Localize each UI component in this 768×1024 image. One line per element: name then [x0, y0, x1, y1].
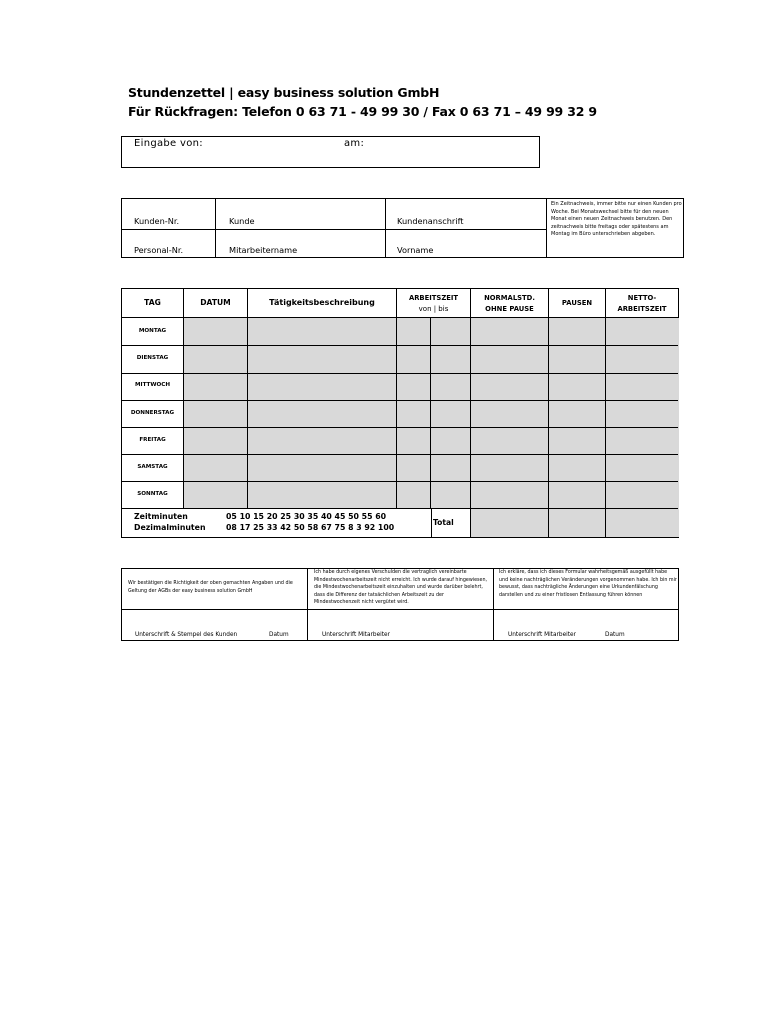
header-normal-sub: OHNE PAUSE: [485, 305, 534, 313]
sig-divider: [493, 569, 494, 640]
customer-date-label: Datum: [269, 632, 289, 638]
info-note: Ein Zeitnachweis, immer bitte nur einen Kunden pro Woche. Bei Monatswechsel bitte für den neuen Monat einen neuen Zeitnachweis benutzen. Den zeitnachweis bitte freitags oder spätestens am Montag im Büro unterschrieben abgeben.: [551, 201, 682, 238]
row-divider: [122, 373, 678, 374]
document-title: Stundenzettel | easy business solution GmbH: [128, 85, 440, 100]
col-divider: [430, 318, 431, 508]
minutes-values: 05 10 15 20 25 30 35 40 45 50 55 60: [226, 512, 387, 521]
customer-number-label: Kunden-Nr.: [134, 216, 180, 226]
to-cells: [431, 318, 471, 508]
row-divider: [122, 345, 678, 346]
declaration-text: Ich erkläre, dass ich dieses Formular wahrheitsgemäß ausgefüllt habe und keine nachträglichen Veränderungen vorgenommen habe. Ich bin mir bewusst, dass nachträgliche Änderungen eine Urkundenfälschung darstellen und zu einer fristlosen Entlassung führen können: [499, 570, 677, 598]
header-net-sub: ARBEITSZEIT: [617, 305, 667, 313]
col-divider: [605, 289, 606, 537]
day-sunday: SONNTAG: [137, 491, 168, 497]
decimal-label: Dezimalminuten: [134, 523, 206, 532]
time-table: [121, 288, 679, 538]
col-divider: [431, 508, 432, 537]
customer-signature-label: Unterschrift & Stempel des Kunden: [135, 632, 238, 638]
col-divider: [396, 289, 397, 508]
info-divider: [215, 199, 216, 257]
customer-info-box: [121, 198, 684, 258]
minutes-label: Zeitminuten: [134, 512, 188, 521]
header-activity: Tätigkeitsbeschreibung: [269, 298, 375, 307]
contact-line: Für Rückfragen: Telefon 0 63 71 - 49 99 30 / Fax 0 63 71 – 49 99 32 9: [128, 104, 597, 119]
customer-label: Kunde: [229, 216, 255, 226]
col-divider: [470, 289, 471, 537]
day-tuesday: DIENSTAG: [136, 355, 169, 361]
from-cells: [397, 318, 431, 508]
decimal-values: 08 17 25 33 42 50 58 67 75 8 3 92 100: [226, 523, 395, 532]
total-label: Total: [433, 518, 454, 527]
header-breaks: PAUSEN: [561, 299, 593, 307]
sig-divider: [307, 569, 308, 640]
min-hours-text: Ich habe durch eigenes Verschulden die vertraglich vereinbarte Mindestwochenarbeitszeit nicht erreicht. Ich wurde darauf hingewiesen, die Mindestwochenarbeitszeit einzuhalten und wurde darüber belehrt, dass die Differenz der tatsächlichen Arbeitszeit zu der Mindestwochenzeit nicht vergütet wird.: [314, 570, 488, 605]
day-friday: FREITAG: [139, 437, 166, 443]
header-net: NETTO-: [627, 294, 657, 302]
personnel-number-label: Personal-Nr.: [134, 245, 184, 255]
entry-from-label: Eingabe von:: [134, 138, 203, 149]
col-divider: [183, 289, 184, 508]
day-thursday: DONNERSTAG: [130, 410, 175, 416]
header-date: DATUM: [200, 298, 231, 307]
employee-name-label: Mitarbeitername: [229, 245, 298, 255]
employee-signature-label-right: Unterschrift Mitarbeiter: [508, 632, 576, 638]
day-saturday: SAMSTAG: [137, 464, 168, 470]
col-divider: [548, 289, 549, 537]
row-divider: [122, 317, 678, 318]
header-worktime: ARBEITSZEIT: [408, 294, 459, 302]
header-day: TAG: [144, 298, 161, 307]
day-monday: MONTAG: [138, 328, 167, 334]
row-divider: [122, 454, 678, 455]
row-divider: [122, 481, 678, 482]
activity-cells: [248, 318, 397, 508]
confirmation-text: Wir bestätigen die Richtigkeit der oben gemachten Angaben und die Geltung der AGBs der easy business solution GmbH: [128, 581, 293, 594]
employee-date-label: Datum: [605, 632, 625, 638]
row-divider: [122, 427, 678, 428]
first-name-label: Vorname: [397, 245, 434, 255]
date-cells: [184, 318, 248, 508]
entry-box: [121, 136, 540, 168]
employee-signature-label: Unterschrift Mitarbeiter: [322, 632, 390, 638]
info-divider: [546, 199, 547, 257]
customer-address-label: Kundenanschrift: [397, 216, 464, 226]
row-divider: [122, 508, 678, 509]
entry-date-label: am:: [344, 138, 365, 149]
day-wednesday: MITTWOCH: [134, 382, 171, 388]
info-row-divider: [122, 229, 546, 230]
info-divider: [385, 199, 386, 257]
row-divider: [122, 400, 678, 401]
col-divider: [247, 289, 248, 508]
signature-box: [121, 568, 679, 641]
header-normal: NORMALSTD.: [484, 294, 535, 302]
sig-row-divider: [122, 609, 678, 610]
header-worktime-sub: von | bis: [418, 305, 449, 313]
